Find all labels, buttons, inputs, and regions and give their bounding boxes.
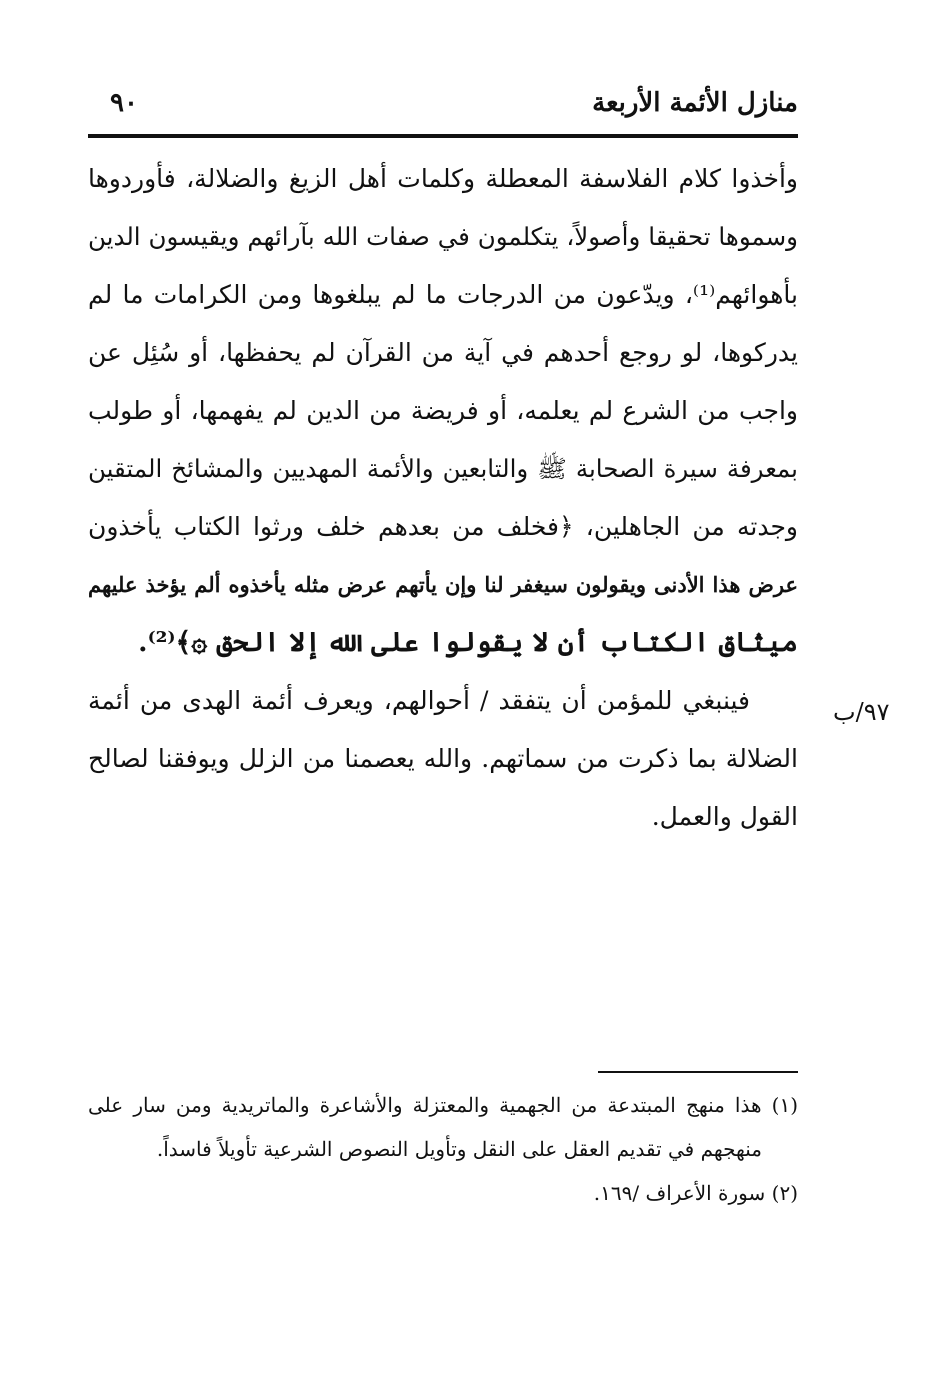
text-line: وجدته من الجاهلين، ﴿فخلف من بعدهم خلف ورثوا الكتاب يأخذون [88, 512, 798, 541]
footnote-line: (٢) سورة الأعراف /١٦٩. [593, 1181, 798, 1205]
page-header [88, 84, 798, 128]
main-text [88, 150, 798, 846]
quran-verse-line: ميثاق الكتاب أن لا يقولوا على الله إلا الحق ۞﴾⁽²⁾. [138, 627, 798, 658]
text-line: وأخذوا كلام الفلاسفة المعطلة وكلمات أهل الزيغ والضلالة، فأوردوها [88, 164, 798, 193]
page-number: ٩٠ [110, 88, 138, 118]
text-line: فينبغي للمؤمن أن يتفقد / أحوالهم، ويعرف أئمة الهدى من أئمة [88, 686, 750, 715]
header-rule [88, 134, 798, 138]
footnote-line: (١) هذا منهج المبتدعة من الجهمية والمعتزلة والأشاعرة والماتريدية ومن سار على [88, 1093, 798, 1117]
manuscript-folio-note: ٩٧/ب [833, 698, 890, 726]
footnote-line: منهجهم في تقديم العقل على النقل وتأويل النصوص الشرعية تأويلاً فاسداً. [156, 1137, 762, 1161]
text-line: واجب من الشرع لم يعلمه، أو فريضة من الدين لم يفهمها، أو طولب [88, 396, 798, 425]
text-line: وسموها تحقيقا وأصولاً، يتكلمون في صفات الله بآرائهم ويقيسون الدين [88, 222, 798, 251]
quran-verse-line: عرض هذا الأدنى ويقولون سيغفر لنا وإن يأتهم عرض مثله يأخذوه ألم يؤخذ عليهم [88, 572, 798, 597]
text-line: الضلالة بما ذكرت من سماتهم. والله يعصمنا من الزلل ويوفقنا لصالح [88, 744, 798, 773]
text-line: القول والعمل. [651, 802, 798, 831]
text-line: يدركوها، لو روجع أحدهم في آية من القرآن لم يحفظها، أو سُئِل عن [88, 338, 798, 367]
text-line: بأهوائهم⁽¹⁾، ويدّعون من الدرجات ما لم يبلغوها ومن الكرامات ما لم [88, 280, 798, 309]
footnote-rule [598, 1071, 798, 1073]
footnotes [88, 1083, 798, 1215]
text-line: بمعرفة سيرة الصحابة ﷺ والتابعين والأئمة المهديين والمشائخ المتقين [88, 454, 798, 483]
running-title: منازل الأئمة الأربعة [592, 88, 798, 118]
